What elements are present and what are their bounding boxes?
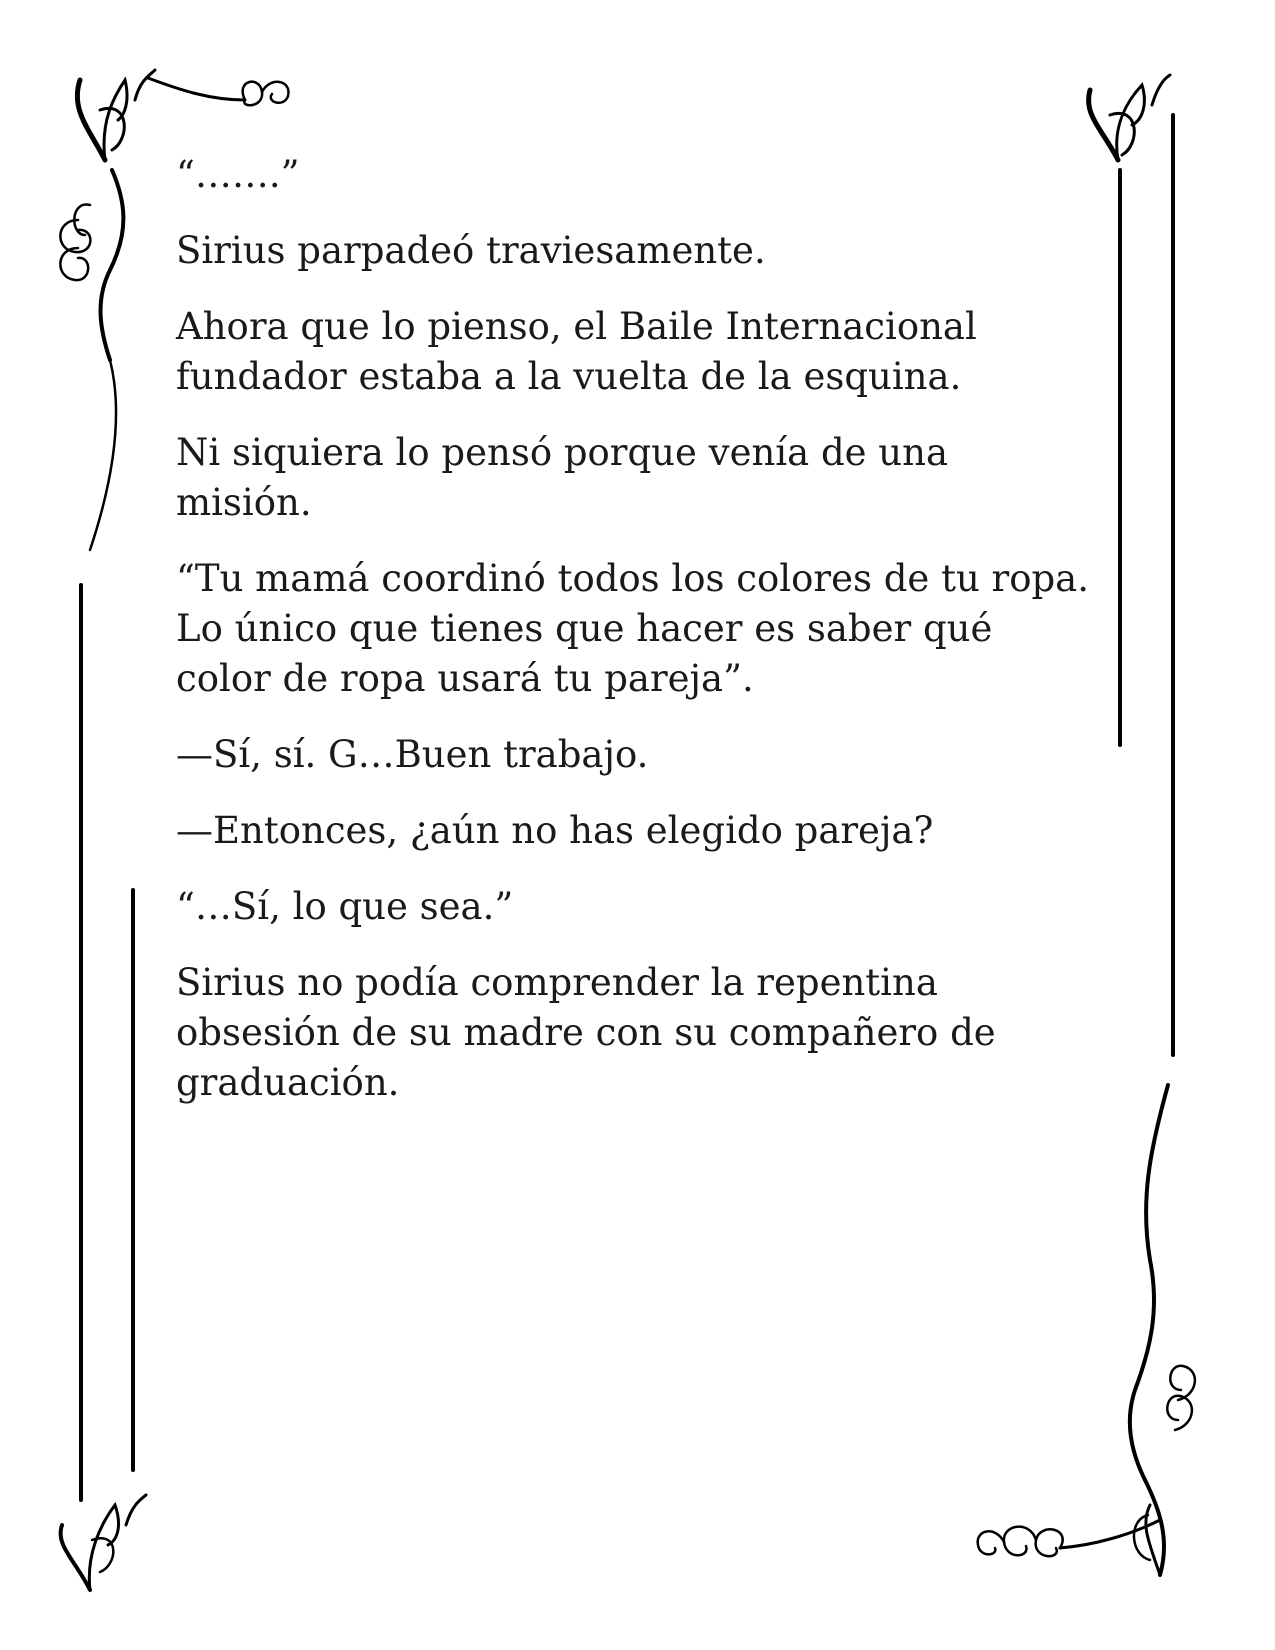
paragraph-mission: Ni siquiera lo pensó porque venía de una misión.	[176, 431, 949, 524]
paragraph-ball-approaching: Ahora que lo pienso, el Baile Internacional fundador estaba a la vuelta de la esquina.	[176, 305, 977, 398]
paragraph-good-job: —Sí, sí. G…Buen trabajo.	[176, 733, 649, 776]
bottom-left-flourish-icon	[61, 1495, 146, 1590]
paragraph-sirius-blinks: Sirius parpadeó traviesamente.	[176, 229, 766, 272]
page-body	[176, 150, 1106, 1134]
paragraph-partner-question: —Entonces, ¿aún no has elegido pareja?	[176, 809, 934, 852]
paragraph-whatever: “…Sí, lo que sea.”	[176, 885, 514, 928]
bottom-right-flourish-icon	[978, 1085, 1195, 1575]
paragraph-ellipsis-quote: “…….”	[176, 153, 300, 196]
paragraph-mother-colors: “Tu mamá coordinó todos los colores de tu ropa. Lo único que tienes que hacer es saber qué color de ropa usará tu pareja”.	[176, 557, 1090, 700]
top-right-flourish-icon	[1089, 75, 1170, 160]
paragraph-obsession: Sirius no podía comprender la repentina obsesión de su madre con su compañero de graduación.	[176, 961, 996, 1104]
